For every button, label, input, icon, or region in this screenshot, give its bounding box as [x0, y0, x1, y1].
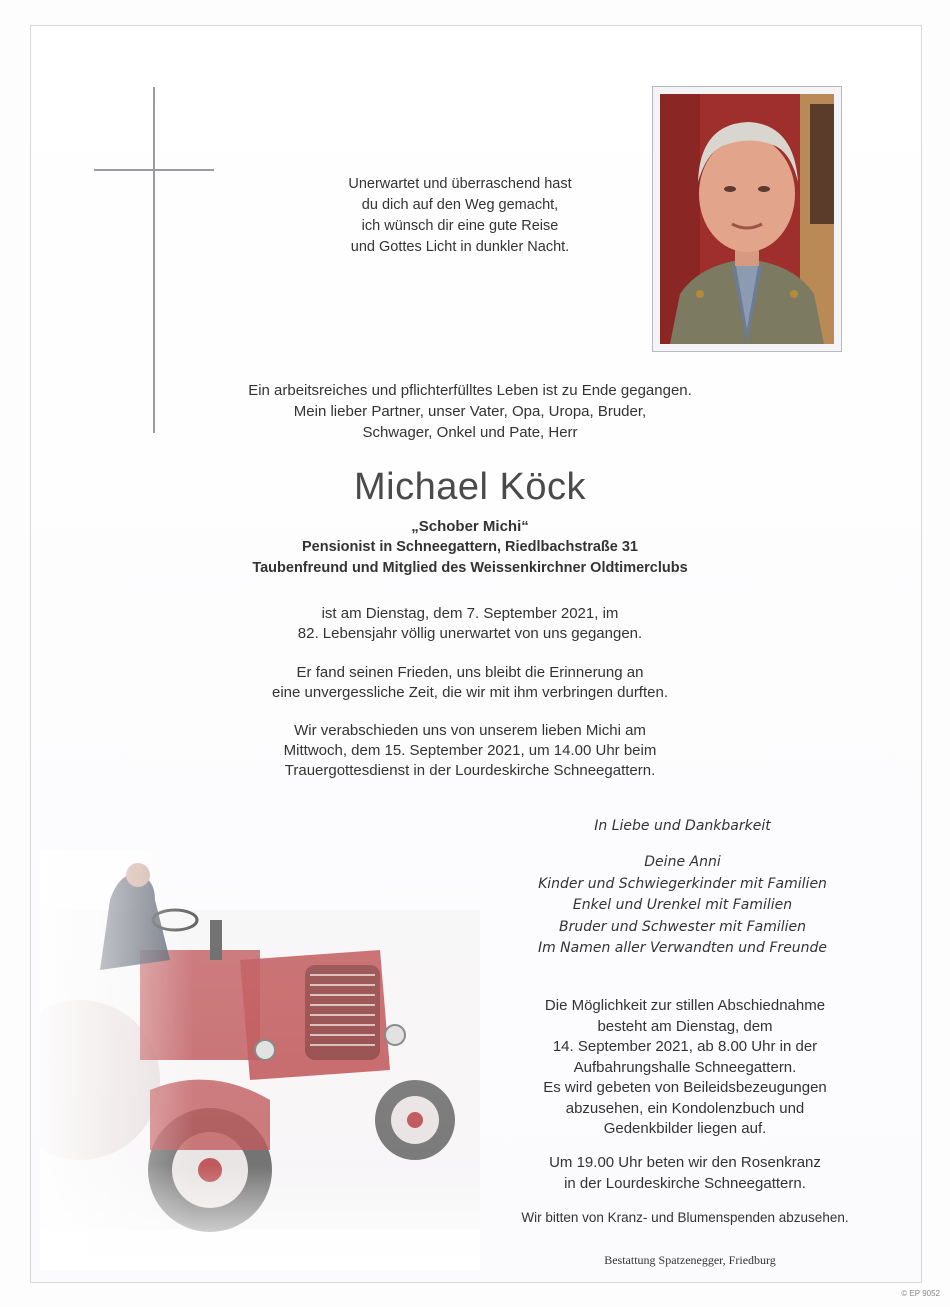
cross-icon-vertical — [153, 87, 155, 433]
family-signature — [505, 818, 860, 960]
viewing-line: Es wird gebeten von Beileidsbezeugungen — [543, 1079, 827, 1096]
intro-line: Mein lieber Partner, unser Vater, Opa, Uropa, Bruder, — [293, 403, 647, 420]
peace-text — [190, 663, 750, 703]
family-heading: In Liebe und Dankbarkeit — [594, 818, 771, 834]
poem-line: Unerwartet und überraschend hast — [348, 176, 572, 192]
occupation-line: Taubenfreund und Mitglied des Weissenkirchner Oldtimerclubs — [252, 560, 688, 576]
peace-line: Er fand seinen Frieden, uns bleibt die Erinnerung an — [296, 664, 644, 681]
family-member: Enkel und Urenkel mit Familien — [572, 897, 793, 913]
peace-line: eine unvergessliche Zeit, die wir mit ihm verbringen durften. — [271, 684, 668, 701]
family-member: Bruder und Schwester mit Familien — [558, 918, 807, 935]
rosary-notice — [510, 1153, 860, 1194]
death-notice-line: 82. Lebensjahr völlig unerwartet von uns gegangen. — [297, 625, 643, 642]
rosary-line: Um 19.00 Uhr beten wir den Rosenkranz — [549, 1154, 821, 1171]
portrait-photo — [652, 86, 842, 352]
viewing-line: Aufbahrungshalle Schneegattern. — [573, 1058, 797, 1076]
nickname: „Schober Michi“ — [411, 518, 529, 535]
portrait-image — [660, 94, 834, 344]
poem — [300, 174, 620, 258]
occupation — [200, 537, 740, 579]
funeral-home: Bestattung Spatzenegger, Friedburg — [604, 1253, 776, 1267]
death-notice — [190, 604, 750, 644]
poem-line: ich wünsch dir eine gute Reise — [361, 218, 559, 234]
viewing-line: besteht am Dienstag, dem — [597, 1017, 773, 1035]
intro-line: Ein arbeitsreiches und pflichterfülltes Leben ist zu Ende gegangen. — [248, 382, 692, 399]
intro-text — [200, 380, 740, 443]
family-member: Im Namen aller Verwandten und Freunde — [537, 940, 828, 956]
family-member: Kinder und Schwiegerkinder mit Familien — [538, 875, 827, 892]
viewing-line: Die Möglichkeit zur stillen Abschiednahme — [544, 997, 826, 1014]
farewell-line: Trauergottesdienst in der Lourdeskirche Schneegattern. — [284, 762, 656, 779]
intro-line: Schwager, Onkel und Pate, Herr — [362, 424, 578, 441]
occupation-line: Pensionist in Schneegattern, Riedlbachstraße 31 — [301, 539, 638, 555]
deceased-name: Michael Köck — [354, 466, 586, 508]
viewing-line: 14. September 2021, ab 8.00 Uhr in der — [552, 1038, 818, 1055]
poem-line: du dich auf den Weg gemacht, — [361, 197, 559, 213]
viewing-line: abzusehen, ein Kondolenzbuch und — [565, 1099, 805, 1117]
poem-line: und Gottes Licht in dunkler Nacht. — [350, 239, 570, 255]
viewing-line: Gedenkbilder liegen auf. — [603, 1120, 767, 1137]
cross-icon-horizontal — [94, 169, 214, 171]
template-code: © EP 9052 — [901, 1289, 940, 1298]
farewell-line: Wir verabschieden uns von unserem lieben Michi am — [294, 722, 646, 739]
viewing-notice — [510, 996, 860, 1140]
death-notice-line: ist am Dienstag, dem 7. September 2021, im — [321, 605, 619, 622]
flowers-note: Wir bitten von Kranz- und Blumenspenden abzusehen. — [521, 1210, 849, 1225]
rosary-line: in der Lourdeskirche Schneegattern. — [564, 1174, 806, 1192]
family-member: Deine Anni — [644, 854, 721, 870]
farewell-text — [190, 721, 750, 781]
farewell-line: Mittwoch, dem 15. September 2021, um 14.00 Uhr beim — [283, 742, 657, 759]
tractor-image — [40, 850, 480, 1275]
